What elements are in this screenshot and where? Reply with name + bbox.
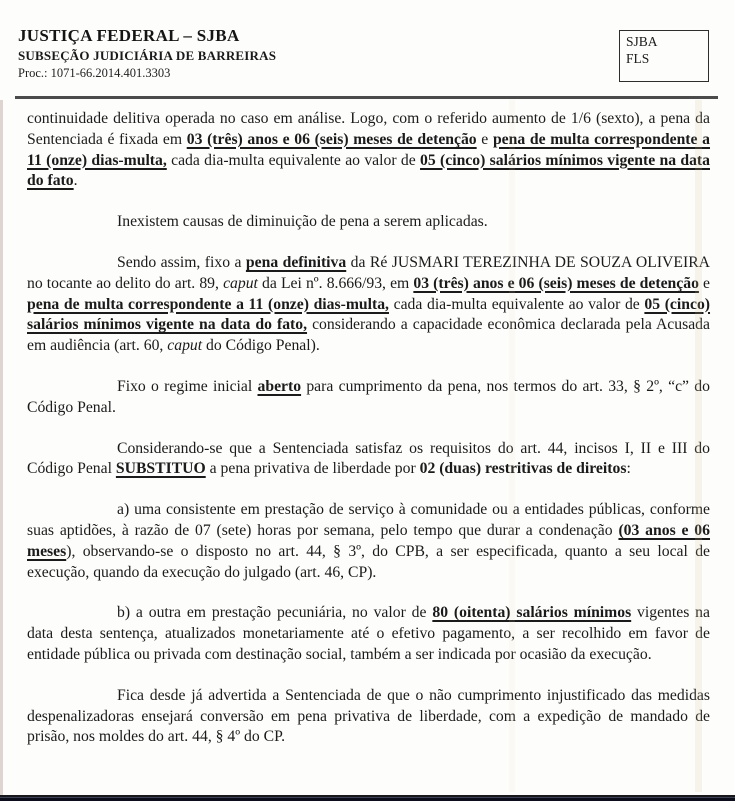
- text-run: :: [626, 460, 631, 478]
- document-body: [27, 109, 710, 768]
- text-run: pena de multa correspondente a 11 (onze) dias-multa,: [27, 295, 389, 313]
- header-court-name: JUSTIÇA FEDERAL – SJBA: [18, 26, 240, 45]
- text-run: cada dia-multa equivalente ao valor de: [388, 295, 645, 313]
- text-run: da Lei nº. 8.666/93, em: [257, 274, 414, 292]
- text-run: 05 (cinco) salários mínimos vigente na data do fato,: [27, 295, 711, 334]
- scan-vertical-band-artifact: [509, 100, 515, 792]
- text-run: 80 (oitenta) salários mínimos: [432, 604, 632, 622]
- text-run: vigentes na data desta sentença, atualizados monetariamente até o efetivo pagamento, a ser recolhido em favor de entidade pública ou privada com destinação social, também a ser indicada por ocasião da execução.: [27, 604, 710, 663]
- text-run: Fixo o regime inicial: [117, 377, 258, 395]
- scan-vertical-band-artifact: [695, 100, 702, 792]
- text-run: b) a outra em prestação pecuniária, no valor de: [117, 604, 433, 622]
- header-subsection: SUBSEÇÃO JUDICIÁRIA DE BARREIRAS: [18, 48, 277, 63]
- stamp-box: [619, 30, 709, 82]
- paragraph: [27, 109, 710, 192]
- header-divider: [15, 96, 718, 99]
- text-run: SUBSTITUO: [115, 460, 206, 478]
- text-run: .: [73, 172, 78, 190]
- paragraph: [27, 253, 710, 357]
- text-run: a) uma consistente em prestação de serviço à comunidade ou a entidades públicas, conforme suas aptidões, à razão de 07 (sete) horas por semana, pelo tempo que durar a condenação: [27, 501, 710, 539]
- text-run: 03 (três) anos e 06 (seis) meses de detenção: [413, 274, 699, 292]
- text-run: do Código Penal).: [202, 337, 320, 355]
- text-run: 05 (cinco) salários mínimos vigente na data do fato: [27, 151, 710, 190]
- text-run: aberto: [257, 377, 302, 395]
- text-run: caput: [167, 337, 203, 355]
- text-run: 03 (três) anos e 06 (seis) meses de detenção: [186, 130, 477, 148]
- header-process-number: Proc.: 1071-66.2014.401.3303: [18, 66, 171, 80]
- text-run: Sendo assim, fixo a: [117, 253, 246, 271]
- text-run: da Ré JUSMARI TEREZINHA DE SOUZA OLIVEIRA no tocante ao delito do art. 89,: [27, 253, 710, 292]
- text-run: e: [698, 274, 710, 292]
- paragraph: [27, 212, 710, 233]
- text-run: para cumprimento da pena, nos termos do art. 33, § 2º, “c” do Código Penal.: [27, 377, 710, 416]
- paragraph: [27, 603, 710, 665]
- text-run: Fica desde já advertida a Sentenciada de que o não cumprimento injustificado das medidas despenalizadoras ensejará conversão em pena privativa de liberdade, com a expedição de mandado de prisão, nos moldes do art. 44, § 4º do CP.: [27, 686, 710, 746]
- text-run: cada dia-multa equivalente ao valor de: [166, 151, 421, 169]
- text-run: a pena privativa de liberdade por: [205, 460, 420, 478]
- text-run: (03 anos e 06 meses: [27, 521, 710, 560]
- text-run: Inexistem causas de diminuição de pena a serem aplicadas.: [117, 213, 488, 231]
- paragraph: [27, 377, 710, 419]
- text-run: caput: [223, 274, 258, 292]
- stamp-label-fls: FLS: [626, 51, 650, 66]
- paragraph: [27, 500, 710, 583]
- text-run: pena definitiva: [245, 253, 347, 271]
- text-run: continuidade delitiva operada no caso em análise. Logo, com o referido aumento de 1/6 (sexto), a pena da Sentenciada é fixada em: [27, 110, 710, 148]
- text-run: e: [476, 130, 493, 148]
- text-run: 02 (duas) restritivas de direitos: [419, 460, 627, 478]
- scan-bottom-bar-artifact: [0, 795, 735, 801]
- paragraph: [27, 439, 710, 481]
- scan-left-edge-artifact: [0, 100, 3, 795]
- stamp-label-sjba: SJBA: [626, 34, 658, 49]
- text-run: considerando a capacidade econômica declarada pela Acusada em audiência (art. 60,: [27, 316, 710, 355]
- text-run: Considerando-se que a Sentenciada satisfaz os requisitos do art. 44, incisos I, II e III do Código Penal: [27, 439, 710, 478]
- text-run: ), observando-se o disposto no art. 44, § 3º, do CPB, a ser especificada, quanto a seu local de execução, quando da execução do julgado (art. 46, CP).: [27, 542, 710, 581]
- paragraph: [27, 686, 710, 748]
- text-run: pena de multa correspondente a 11 (onze) dias-multa,: [27, 130, 710, 169]
